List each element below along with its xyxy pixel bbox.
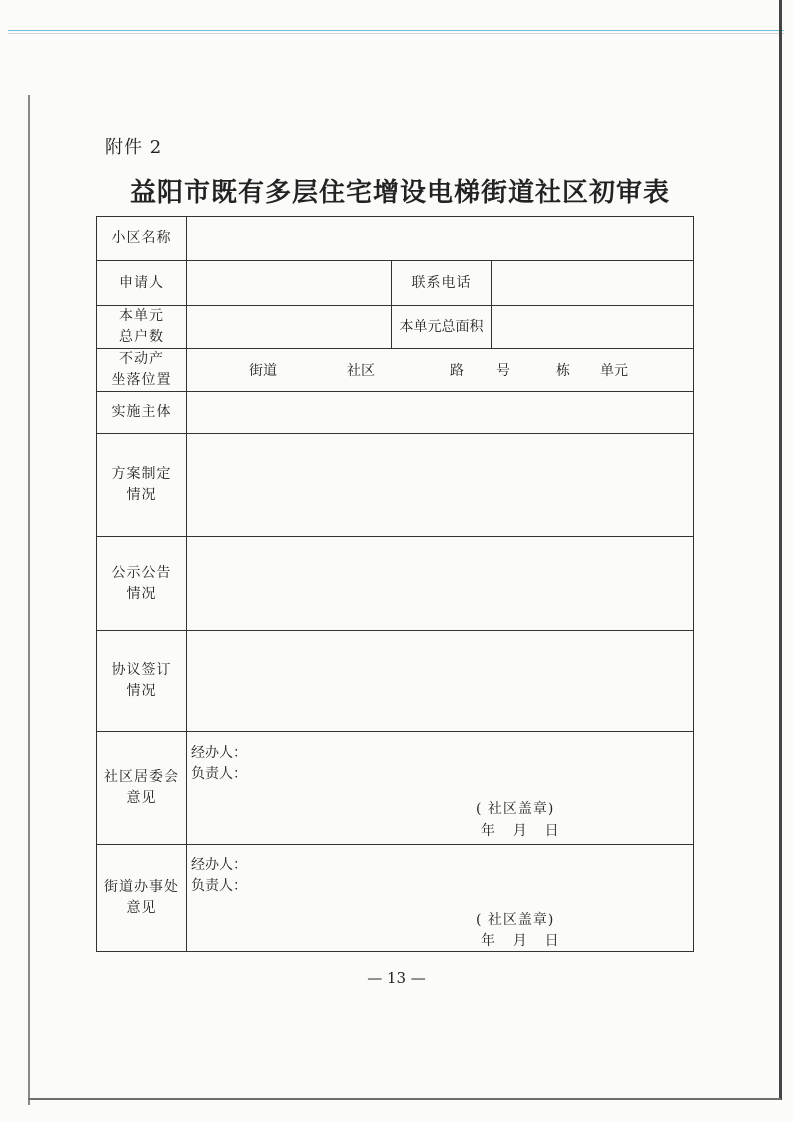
address-road: 路: [450, 363, 464, 379]
street-handler-label: 经办人：: [191, 857, 247, 873]
property-location-field[interactable]: [187, 349, 694, 392]
row-plan: [97, 434, 694, 537]
applicant-field[interactable]: [187, 261, 392, 306]
street-responsible-label: 负责人：: [191, 878, 247, 894]
address-number: 号: [496, 363, 510, 379]
row-property-location: [97, 349, 694, 392]
address-unit: 单元: [600, 363, 628, 379]
address-building: 栋: [556, 363, 570, 379]
notice-label: [97, 537, 187, 631]
plan-field[interactable]: [187, 434, 694, 537]
row-agreement: [97, 631, 694, 732]
plan-label-line2: 情况: [126, 487, 157, 503]
scan-edge-top: [8, 30, 784, 31]
row-unit-info: [97, 306, 694, 349]
plan-label: [97, 434, 187, 537]
row-community-opinion: [97, 732, 694, 845]
community-handler-label: 经办人：: [191, 745, 247, 761]
community-opinion-label: [97, 732, 187, 845]
street-date-text: 年 月 日: [481, 933, 559, 949]
street-opinion-field[interactable]: [187, 845, 694, 952]
agreement-label: [97, 631, 187, 732]
community-name-label: 小区名称: [97, 217, 187, 261]
agreement-field[interactable]: [187, 631, 694, 732]
agreement-label-line2: 情况: [126, 683, 157, 699]
row-implementer: [97, 392, 694, 434]
street-opinion-label-line1: 街道办事处: [104, 879, 179, 895]
row-street-opinion: [97, 845, 694, 952]
community-opinion-label-line1: 社区居委会: [104, 769, 179, 785]
community-seal-text: ( 社区盖章): [476, 801, 555, 817]
unit-area-label: 本单元总面积: [392, 306, 492, 349]
scan-edge-bottom: [28, 1098, 781, 1100]
community-date-text: 年 月 日: [481, 823, 559, 839]
row-applicant: [97, 261, 694, 306]
row-notice: [97, 537, 694, 631]
attachment-label: 附件 2: [105, 137, 163, 158]
scan-edge-left: [28, 95, 30, 1105]
unit-households-label-line2: 总户数: [119, 329, 164, 345]
phone-label: 联系电话: [392, 261, 492, 306]
page-number: — 13 —: [367, 969, 426, 987]
address-street: 街道: [249, 363, 277, 379]
unit-households-label: [97, 306, 187, 349]
street-opinion-label: [97, 845, 187, 952]
address-line: [187, 360, 693, 380]
address-community: 社区: [347, 363, 375, 379]
property-location-label: [97, 349, 187, 392]
property-location-label-line2: 坐落位置: [111, 372, 172, 388]
implementer-field[interactable]: [187, 392, 694, 434]
unit-households-label-line1: 本单元: [119, 308, 164, 324]
street-seal-text: ( 社区盖章): [476, 912, 555, 928]
review-form-table: [96, 216, 694, 952]
plan-label-line1: 方案制定: [111, 466, 172, 482]
row-community-name: [97, 217, 694, 261]
unit-households-field[interactable]: [187, 306, 392, 349]
community-name-field[interactable]: [187, 217, 694, 261]
implementer-label: 实施主体: [97, 392, 187, 434]
property-location-label-line1: 不动产: [119, 351, 164, 367]
community-responsible-label: 负责人：: [191, 766, 247, 782]
scan-edge-right: [779, 0, 782, 1100]
notice-label-line2: 情况: [126, 585, 157, 602]
community-opinion-label-line2: 意见: [126, 790, 157, 806]
agreement-label-line1: 协议签订: [111, 662, 172, 678]
notice-field[interactable]: [187, 537, 694, 631]
unit-area-field[interactable]: [492, 306, 694, 349]
notice-label-line1: 公示公告: [111, 564, 172, 581]
applicant-label: 申请人: [97, 261, 187, 306]
page-title: 益阳市既有多层住宅增设电梯街道社区初审表: [129, 178, 670, 208]
community-opinion-field[interactable]: [187, 732, 694, 845]
scan-edge-top-secondary: [8, 33, 784, 34]
phone-field[interactable]: [492, 261, 694, 306]
street-opinion-label-line2: 意见: [126, 900, 157, 916]
